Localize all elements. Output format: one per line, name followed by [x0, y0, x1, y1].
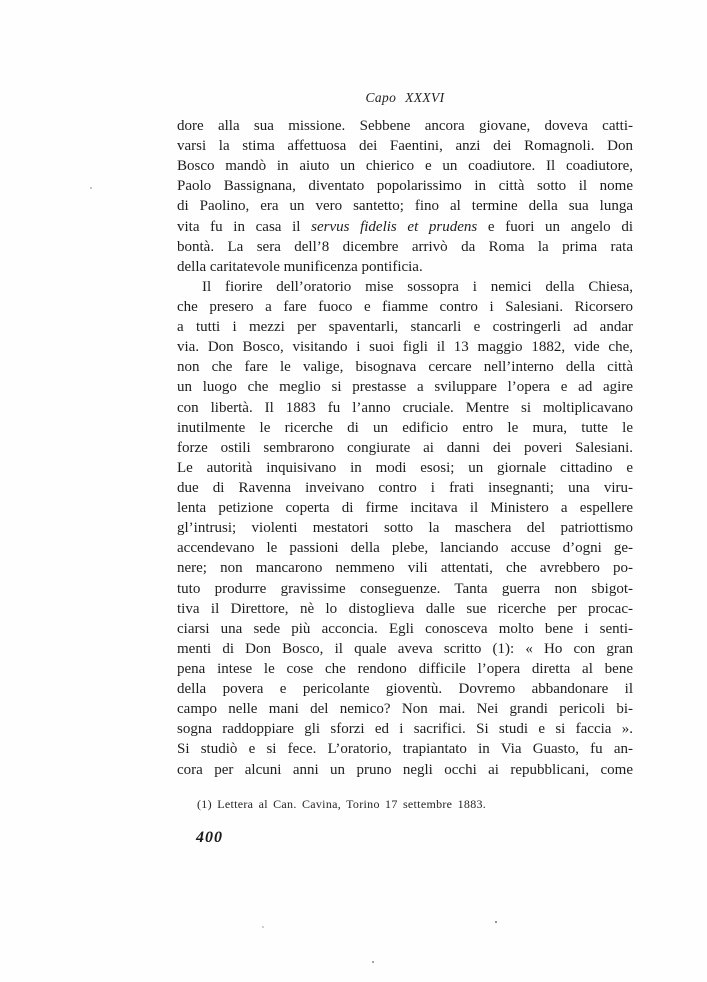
text-line: [177, 217, 633, 237]
text-line: [177, 116, 633, 136]
text-line: [177, 337, 633, 357]
text-segment: inutilmente le ricerche di un edificio entro le mura, tutte le: [177, 419, 633, 436]
text-segment: non che fare le valige, bisognava cercare nell’interno della città: [177, 359, 633, 376]
text-segment: forze ostili sembrarono congiurate ai danni dei poveri Salesiani.: [177, 439, 633, 456]
text-segment: due di Ravenna inveivano contro i frati insegnanti; una viru-: [177, 479, 633, 496]
text-segment: dore alla sua missione. Sebbene ancora giovane, doveva catti-: [177, 118, 633, 134]
text-line: [177, 156, 633, 176]
text-line: [177, 237, 633, 257]
text-line: [177, 619, 633, 639]
text-segment: pena intese le cose che rendono difficile l’opera diretta al bene: [177, 660, 633, 677]
text-line: [177, 579, 633, 599]
text-line: [177, 377, 633, 397]
text-line: [177, 136, 633, 156]
text-line: [177, 739, 633, 759]
text-line: [177, 478, 633, 498]
text-segment: Il fiorire dell’oratorio mise sossopra i nemici della Chiesa,: [202, 278, 633, 295]
page-number: 400: [196, 829, 223, 846]
text-segment: di Paolino, era un vero santetto; fino al termine della sua lunga: [177, 198, 633, 215]
text-line: [177, 760, 633, 780]
text-line: [177, 317, 633, 337]
text-segment: Paolo Bassignana, diventato popolarissimo in città sotto il nome: [177, 178, 633, 195]
text-segment: vita fu in casa il: [177, 218, 312, 235]
text-line: [177, 297, 633, 317]
text-segment: sogna raddoppiare gli sforzi ed i sacrifici. Si studi e si faccia ».: [177, 721, 633, 738]
text-line: [177, 196, 633, 216]
text-segment: campo nelle mani del nemico? Non mai. Nei grandi pericoli bi-: [177, 701, 633, 718]
text-line: [177, 639, 633, 659]
text-line: [177, 498, 633, 518]
text-segment: della povera e pericolante gioventù. Dovremo abbandonare il: [177, 681, 633, 698]
footnote: (1) Lettera al Can. Cavina, Torino 17 settembre 1883.: [197, 797, 487, 811]
text-segment: lenta petizione coperta di firme incitava il Ministero a espellere: [177, 500, 633, 517]
text-line: [177, 538, 633, 558]
text-segment: tuto produrre gravissime conseguenze. Tanta guerra non sbigot-: [177, 580, 633, 597]
text-segment: via. Don Bosco, visitando i suoi figli il 13 maggio 1882, vide che,: [177, 339, 633, 356]
text-line: [177, 719, 633, 739]
text-line: [177, 659, 633, 679]
text-segment: un luogo che meglio si prestasse a sviluppare l’opera e ad agire: [177, 379, 633, 396]
text-segment: Le autorità inquisivano in modi esosi; un giornale cittadino e: [177, 459, 633, 476]
text-segment: ciarsi una sede più acconcia. Egli conosceva molto bene i senti-: [177, 620, 633, 637]
text-line: [177, 679, 633, 699]
latin-phrase-italic: servus fidelis et prudens: [311, 218, 478, 235]
text-segment: menti di Don Bosco, il quale aveva scritto (1): « Ho con gran: [177, 640, 633, 657]
scan-speck: [495, 921, 497, 923]
text-segment: a tutti i mezzi per spaventarli, stancarli e costringerli ad andar: [177, 319, 633, 336]
running-head-chapter: Capo XXXVI: [365, 90, 445, 105]
text-block: [177, 116, 633, 780]
text-line: [177, 518, 633, 538]
text-segment: gl’intrusi; violenti mestatori sotto la maschera del patriottismo: [177, 520, 633, 537]
text-segment: varsi la stima affettuosa dei Faentini, anzi dei Romagnoli. Don: [177, 138, 633, 155]
text-line: [177, 458, 633, 478]
text-line: [177, 398, 633, 418]
text-segment: cora per alcuni anni un pruno negli occhi ai repubblicani, come: [177, 761, 633, 778]
scan-speck: [262, 926, 264, 928]
text-line: [177, 257, 633, 277]
text-segment: bontà. La sera dell’8 dicembre arrivò da Roma la prima rata: [177, 238, 633, 255]
text-segment: che presero a fare fuoco e fiamme contro i Salesiani. Ricorsero: [177, 298, 633, 315]
text-line: [177, 418, 633, 438]
text-segment: con libertà. Il 1883 fu l’anno cruciale. Mentre si moltiplicavano: [177, 399, 633, 416]
text-line: [177, 357, 633, 377]
scan-speck: [90, 187, 92, 189]
scan-speck: [372, 961, 374, 963]
text-line: [177, 699, 633, 719]
text-segment: Bosco mandò in aiuto un chierico e un coadiutore. Il coadiutore,: [177, 158, 633, 175]
text-line: [177, 599, 633, 619]
text-segment: Si studiò e si fece. L’oratorio, trapiantato in Via Guasto, fu an-: [177, 741, 633, 758]
text-line: [177, 558, 633, 578]
text-line: [177, 176, 633, 196]
text-segment: e fuori un angelo di: [477, 218, 634, 235]
text-segment: della caritatevole munificenza pontificia.: [177, 258, 423, 275]
text-segment: accendevano le passioni della plebe, lanciando accuse d’ogni ge-: [177, 540, 633, 557]
text-line: [177, 438, 633, 458]
text-segment: tiva il Direttore, nè lo distoglieva dalle sue ricerche per procac-: [177, 600, 633, 617]
text-line: [177, 277, 633, 297]
text-segment: nere; non mancarono nemmeno vili attentati, che avrebbero po-: [177, 560, 633, 577]
